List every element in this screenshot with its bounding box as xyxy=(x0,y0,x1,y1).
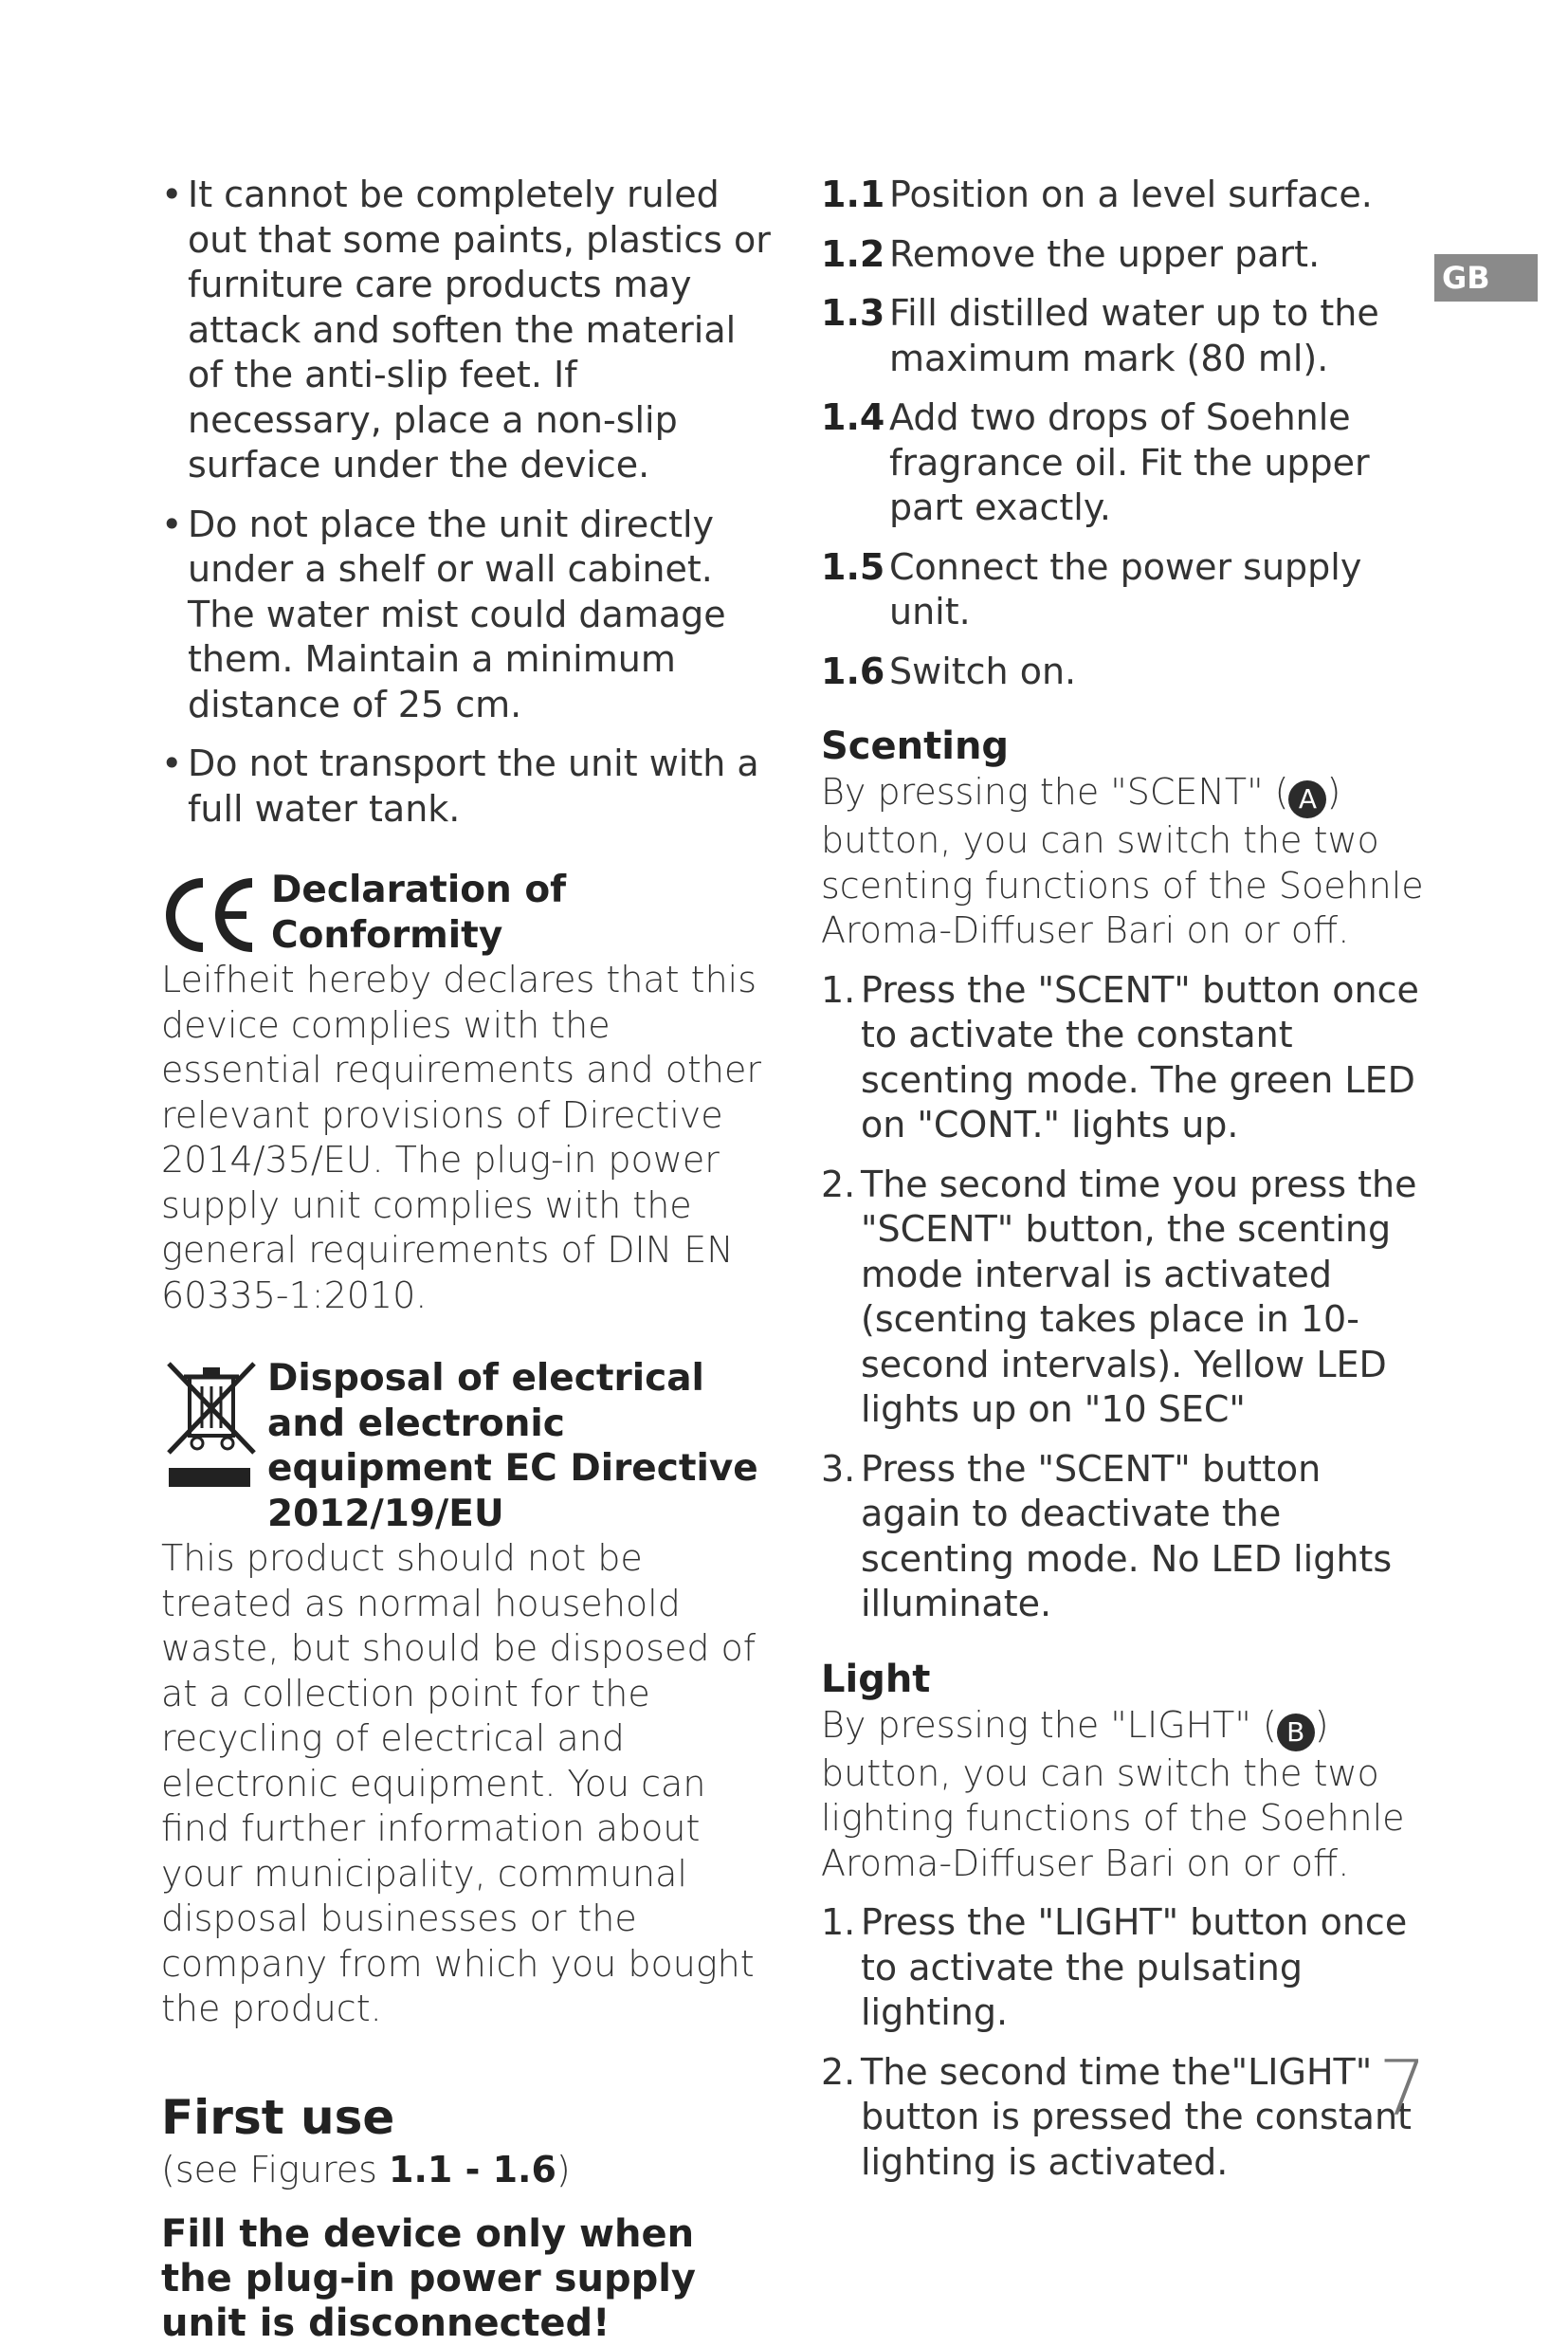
step-item: 1.4 Add two drops of Soehnle fragrance oil. Fit the upper part exactly. xyxy=(821,396,1370,528)
disposal-section xyxy=(161,1356,777,2032)
setup-steps xyxy=(821,173,1428,694)
step-item: 1.2 Remove the upper part. xyxy=(821,232,1321,275)
step-item: 1.3 Fill distilled water up to the maximum mark (80 ml). xyxy=(821,292,1379,379)
conformity-section xyxy=(161,868,777,1318)
light-title: Light xyxy=(821,1657,931,1701)
right-column xyxy=(821,173,1428,2199)
light-section xyxy=(821,1656,1428,2186)
fill-warning: Fill the device only when the plug-in power supply unit is disconnected! xyxy=(161,2211,697,2345)
light-button-badge: B xyxy=(1277,1714,1315,1751)
step-item: 1.1 Position on a level surface. xyxy=(821,174,1373,215)
light-intro: By pressing the "LIGHT" ( B ) button, you can switch the two lighting functions of the Soehnle Aroma-Diffuser Bari on or off. xyxy=(821,1703,1405,1884)
list-item: • It cannot be completely ruled out that some paints, plastics or furniture care products may attack and soften the material of the anti-slip feet. If necessary, place a non-slip surface under the device. xyxy=(161,174,771,486)
list-item: 3. Press the "SCENT" button again to deactivate the scenting mode. No LED lights illuminate. xyxy=(821,1447,1393,1624)
page-number: 7 xyxy=(1378,2044,1427,2133)
language-tab: GB xyxy=(1434,254,1538,302)
conformity-title: Declaration of Conformity xyxy=(271,869,567,957)
crossed-bin-icon xyxy=(161,1356,262,1491)
list-item: 2. The second time you press the "SCENT" button, the scenting mode interval is activated (scenting takes place in 10-second intervals). Yellow LED lights up on "10 SEC" xyxy=(821,1163,1417,1430)
conformity-body: Leifheit hereby declares that this device complies with the essential requirements and other relevant provisions of Directive 2014/35/EU. The plug-in power supply unit complies with the general requirements of DIN EN 60335-1:2010. xyxy=(161,959,761,1316)
first-use-title: First use xyxy=(161,2089,395,2145)
first-use-section xyxy=(161,2089,777,2346)
list-item: 1. Press the "LIGHT" button once to activate the pulsating lighting. xyxy=(821,1901,1408,2033)
disposal-body: This product should not be treated as normal household waste, but should be disposed of at a collection point for the recycling of electrical and electronic equipment. You can find further information about your municipality, communal disposal businesses or the company from which you bought the product. xyxy=(161,1537,757,2029)
scenting-section xyxy=(821,723,1428,1627)
scenting-title: Scenting xyxy=(821,724,1010,768)
list-item: 2. The second time the"LIGHT" button is pressed the constant lighting is activated. xyxy=(821,2050,1412,2183)
list-item: • Do not place the unit directly under a shelf or wall cabinet. The water mist could damage them. Maintain a minimum distance of 25 cm. xyxy=(161,503,726,725)
disposal-title: Disposal of electrical and electronic equipment EC Directive 2012/19/EU xyxy=(267,1357,758,1535)
scenting-intro: By pressing the "SCENT" ( A ) button, you can switch the two scenting functions of the Soehnle Aroma-Diffuser Bari on or off. xyxy=(821,771,1424,951)
light-list xyxy=(821,1900,1428,2185)
bullet-icon: • xyxy=(161,742,183,784)
left-column xyxy=(161,173,777,2346)
step-item: 1.5 Connect the power supply unit. xyxy=(821,545,1362,632)
safety-bullets xyxy=(161,173,777,832)
bullet-icon: • xyxy=(161,503,183,545)
ce-mark-icon xyxy=(161,873,262,957)
step-item: 1.6 Switch on. xyxy=(821,650,1077,692)
figure-reference: (see Figures 1.1 - 1.6) xyxy=(161,2148,571,2190)
scenting-list xyxy=(821,968,1428,1627)
list-item: • Do not transport the unit with a full water tank. xyxy=(161,742,759,830)
scent-button-badge: A xyxy=(1288,780,1326,818)
bullet-icon: • xyxy=(161,174,183,215)
list-item: 1. Press the "SCENT" button once to activate the constant scenting mode. The green LED on "CONT." lights up. xyxy=(821,968,1419,1146)
